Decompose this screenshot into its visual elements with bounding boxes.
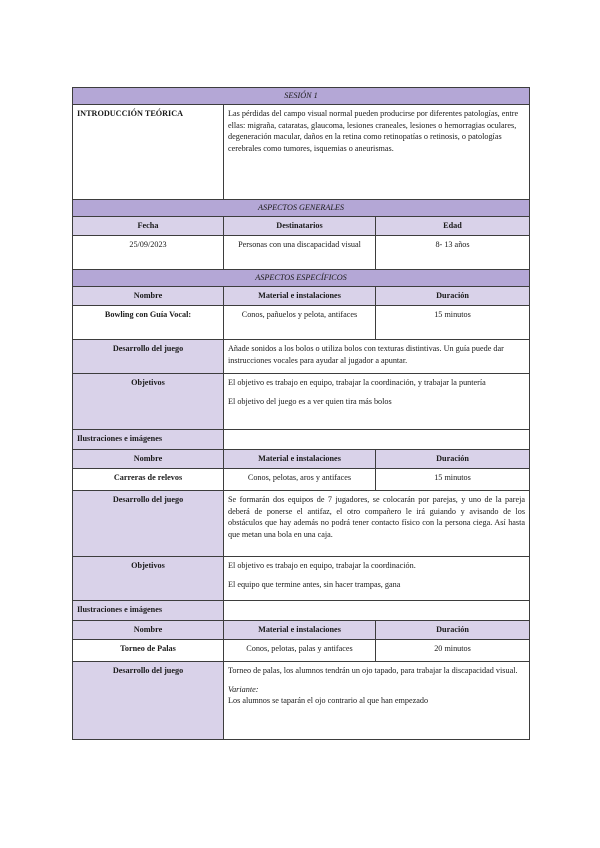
game-duration: 20 minutos (376, 640, 530, 662)
col-header-duracion: Duración (376, 450, 530, 469)
specific-title: ASPECTOS ESPECÍFICOS (73, 270, 530, 287)
game-duration: 15 minutos (376, 306, 530, 340)
illustrations-label: Ilustraciones e imágenes (73, 601, 224, 621)
objective-item: El objetivo del juego es a ver quien tira más bolos (228, 396, 392, 406)
game-material: Conos, pañuelos y pelota, antifaces (224, 306, 376, 340)
header-edad: Edad (376, 217, 530, 236)
game-development: Se formarán dos equipos de 7 jugadores, se colocarán por parejas, y uno de la pareja deberá de ponerse el antifaz, el otro compañero le irá guiando y avisando de los obstáculos que hay además no podrá tener contacto físico con la persona ciega. Así hasta que metan una bola en una caja. (224, 491, 530, 557)
session-table (72, 87, 530, 740)
development-label: Desarrollo del juego (73, 491, 224, 557)
col-header-nombre: Nombre (73, 287, 224, 306)
game-objectives (224, 374, 530, 430)
intro-label: INTRODUCCIÓN TEÓRICA (73, 105, 224, 200)
illustrations-label: Ilustraciones e imágenes (73, 430, 224, 450)
col-header-nombre: Nombre (73, 621, 224, 640)
game-material: Conos, pelotas, palas y antifaces (224, 640, 376, 662)
col-header-material: Material e instalaciones (224, 450, 376, 469)
objectives-label: Objetivos (73, 557, 224, 601)
recipients-value: Personas con una discapacidad visual (224, 236, 376, 270)
col-header-material: Material e instalaciones (224, 287, 376, 306)
development-label: Desarrollo del juego (73, 662, 224, 740)
objective-item: El equipo que termine antes, sin hacer trampas, gana (228, 579, 401, 589)
date-value: 25/09/2023 (73, 236, 224, 270)
col-header-material: Material e instalaciones (224, 621, 376, 640)
col-header-duracion: Duración (376, 621, 530, 640)
objectives-label: Objetivos (73, 374, 224, 430)
intro-text: Las pérdidas del campo visual normal pueden producirse por diferentes patologías, entre ellas: migraña, cataratas, glaucoma, lesiones craneales, lesiones o hemorragias oculares, degeneración macular, daños en la retina como retinopatías o retinosis, o patologías cerebrales como tumores, isquemias o aneurismas. (224, 105, 530, 200)
game-name: Carreras de relevos (73, 469, 224, 491)
illustrations-cell (224, 601, 530, 621)
game-material: Conos, pelotas, aros y antifaces (224, 469, 376, 491)
col-header-nombre: Nombre (73, 450, 224, 469)
objective-item: El objetivo es trabajo en equipo, trabajar la coordinación. (228, 561, 416, 570)
session-title: SESIÓN 1 (73, 88, 530, 105)
general-title: ASPECTOS GENERALES (73, 200, 530, 217)
illustrations-cell (224, 430, 530, 450)
variant-text: Los alumnos se taparán el ojo contrario al que han empezado (228, 696, 429, 705)
header-destinatarios: Destinatarios (224, 217, 376, 236)
game-objectives (224, 557, 530, 601)
game-name: Bowling con Guía Vocal: (73, 306, 224, 340)
game-development (224, 662, 530, 740)
variant-label: Variante: (228, 684, 259, 694)
header-fecha: Fecha (73, 217, 224, 236)
development-label: Desarrollo del juego (73, 340, 224, 374)
col-header-duracion: Duración (376, 287, 530, 306)
age-value: 8- 13 años (376, 236, 530, 270)
objective-item: El objetivo es trabajo en equipo, trabajar la coordinación, y trabajar la puntería (228, 378, 486, 387)
game-duration: 15 minutos (376, 469, 530, 491)
game-development: Añade sonidos a los bolos o utiliza bolos con texturas distintivas. Un guía puede dar instrucciones vocales para ayudar al jugador a apuntar. (224, 340, 530, 374)
game-name: Torneo de Palas (73, 640, 224, 662)
development-text: Torneo de palas, los alumnos tendrán un ojo tapado, para trabajar la discapacidad visual. (228, 666, 518, 675)
